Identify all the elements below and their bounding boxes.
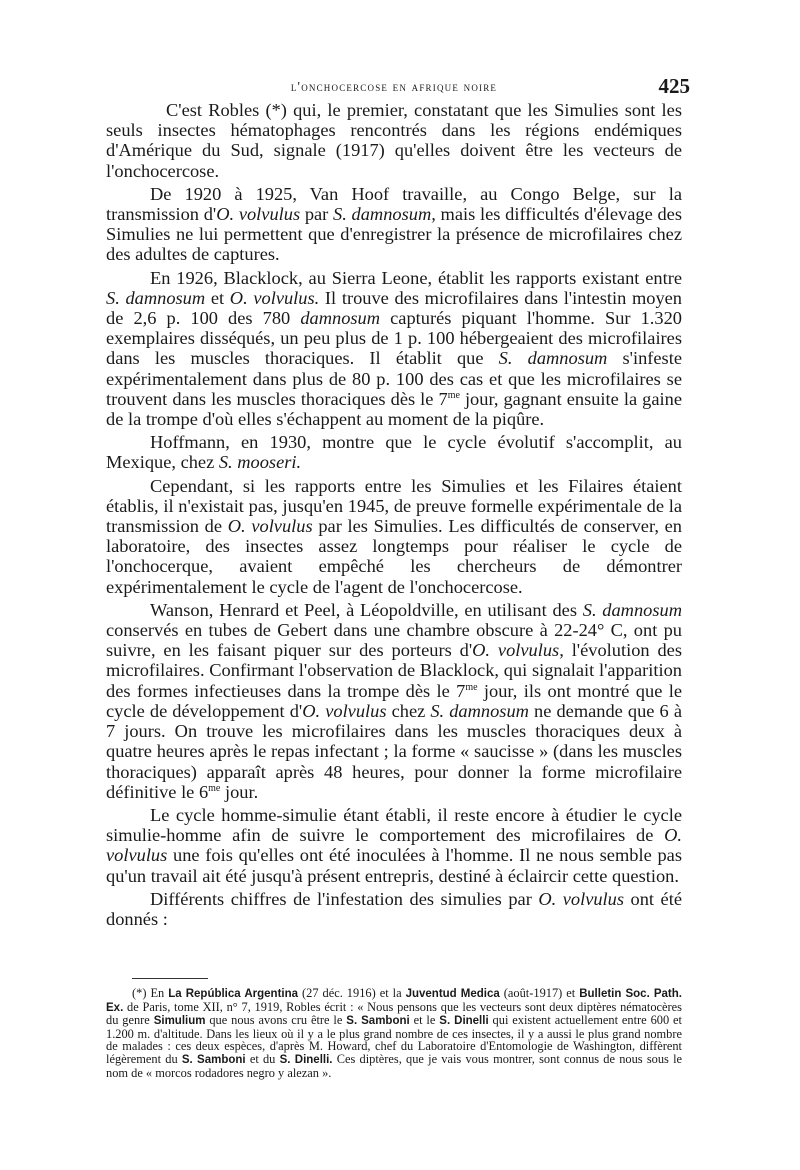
text-run: que nous avons cru être le bbox=[205, 1013, 347, 1028]
footnote-rule bbox=[132, 978, 208, 979]
text-run: De 1920 à 1925, Van Hoof travaille, au Congo Belge, sur la transmission d' bbox=[106, 183, 682, 225]
text-run: une fois qu'elles ont été inoculées à l'homme. Il ne nous semble pas qu'un travail ait été jusqu'à présent entrepris, destiné à éclaircir cette question. bbox=[106, 845, 682, 886]
italic-term: S. damnosum bbox=[498, 348, 608, 369]
bold-term: La República Argentina bbox=[168, 988, 299, 1000]
page-number: 425 bbox=[658, 74, 690, 98]
italic-term: O. volvulus. bbox=[229, 287, 320, 308]
italic-term: S. mooseri. bbox=[218, 452, 302, 473]
bold-term: Juventud Medica bbox=[405, 988, 500, 1000]
text-run: mais les difficultés d'élevage des Simulies ne lui permettent que d'enregistrer la présence de microfilaires chez des adultes de captures. bbox=[106, 204, 682, 265]
text-run: (27 déc. 1916) et la bbox=[298, 986, 406, 1000]
text-run: ont été donnés : bbox=[106, 888, 682, 929]
bold-term: S. Dinelli bbox=[439, 1015, 489, 1028]
text-run: et du bbox=[245, 1051, 280, 1066]
bold-term: Bulletin Soc. Path. Ex. bbox=[106, 988, 682, 1014]
bold-term: S. Samboni bbox=[346, 1015, 410, 1028]
footnote-robles bbox=[106, 987, 682, 1079]
ordinal-superscript: me bbox=[465, 681, 478, 693]
paragraph bbox=[106, 432, 682, 472]
text-run: capturés piquant l'homme. Sur 1.320 exemplaires disséqués, un peu plus de 1 p. 100 hébergeaient des microfilaires dans les muscles thoraciques. Il établit que bbox=[106, 308, 682, 369]
italic-term: O. volvulus bbox=[106, 825, 682, 866]
text-run: chez bbox=[386, 700, 431, 721]
text-run: Wanson, Henrard et Peel, à Léopoldville, en utilisant des bbox=[150, 599, 583, 620]
text-run: ne demande que 6 à 7 jours. On trouve les microfilaires dans les muscles thoraciques deux à quatre heures après le repas infectant ; la forme « saucisse » (dans les muscles thoraciques) apparaît après 48 heures, pour donner la forme microfilaire définitive le 6 bbox=[106, 700, 682, 802]
text-run: Différents chiffres de l'infestation des simulies par bbox=[150, 888, 539, 909]
text-run: Ces diptères, que je vais vous montrer, sont connus de nous sous le nom de « morcos rodadores negro y alezan ». bbox=[106, 1051, 683, 1080]
text-run: par les Simulies. Les difficultés de conserver, en laboratoire, des insectes assez longtemps pour réaliser le cycle de l'onchocerque, avaient empêché les chercheurs de démontrer expérimentalement le cycle de l'agent de l'onchocercose. bbox=[106, 516, 682, 597]
italic-term: O. volvulus, bbox=[472, 640, 564, 661]
footnotes bbox=[106, 978, 682, 1079]
bold-term: S. Dinelli. bbox=[279, 1053, 333, 1066]
text-run: et bbox=[205, 287, 230, 308]
italic-term: S. damnosum, bbox=[333, 204, 436, 225]
paragraph bbox=[106, 476, 682, 597]
paragraph bbox=[106, 600, 682, 802]
bold-term: Simulium bbox=[153, 1015, 206, 1028]
italic-term: O. volvulus bbox=[538, 888, 625, 909]
text-run: jour, gagnant ensuite la gaine de la trompe d'où elles s'échappent au moment de la piqûre. bbox=[106, 388, 682, 430]
paragraph bbox=[106, 184, 682, 265]
paragraph bbox=[106, 268, 682, 430]
text-run: jour, ils ont montré que le cycle de développement d' bbox=[106, 680, 682, 721]
text-run: conservés en tubes de Gebert dans une chambre obscure à 22-24° C, ont pu suivre, en les faisant piquer sur des porteurs d' bbox=[106, 620, 682, 661]
text-run: et le bbox=[409, 1013, 440, 1028]
text-run: par bbox=[300, 204, 334, 225]
ordinal-superscript: me bbox=[208, 782, 221, 794]
italic-term: S. damnosum bbox=[106, 287, 206, 308]
text-run: s'infeste expérimentalement dans plus de 80 p. 100 des cas et que les microfilaires se trouvent dans les muscles thoraciques dès le 7 bbox=[106, 348, 682, 409]
running-title: l'onchocercose en afrique noire bbox=[290, 79, 498, 94]
text-run: de Paris, tome XII, n° 7, 1919, Robles écrit : « Nous pensons que les vecteurs sont deux diptères nématocères du genre bbox=[106, 999, 682, 1028]
ordinal-superscript: me bbox=[447, 389, 460, 401]
text-run: jour. bbox=[220, 781, 259, 802]
italic-term: O. volvulus bbox=[216, 204, 301, 225]
text-run: l'évolution des microfilaires. Confirmant l'observation de Blacklock, qui signalait l'apparition des formes infectieuses dans la trompe dès le 7 bbox=[106, 640, 682, 701]
italic-term: damnosum bbox=[300, 308, 381, 329]
bold-term: S. Samboni bbox=[181, 1053, 246, 1066]
italic-term: S. damnosum bbox=[582, 599, 682, 620]
text-run: Il trouve des microfilaires dans l'intestin moyen de 2,6 p. 100 des 780 bbox=[106, 287, 682, 329]
body-text bbox=[106, 100, 682, 932]
page-header bbox=[106, 74, 690, 100]
text-run: Le cycle homme-simulie étant établi, il reste encore à étudier le cycle simulie-homme afin de suivre le comportement des microfilaires de bbox=[106, 804, 682, 846]
text-run: En 1926, Blacklock, au Sierra Leone, établit les rapports existant entre bbox=[150, 267, 682, 288]
italic-term: S. damnosum bbox=[430, 700, 529, 721]
text-run: Cependant, si les rapports entre les Simulies et les Filaires étaient établis, il n'existait pas, jusqu'en 1945, de preuve formelle expérimentale de la transmission de bbox=[106, 475, 682, 537]
italic-term: O. volvulus bbox=[302, 700, 387, 721]
italic-term: O. volvulus bbox=[227, 516, 313, 537]
paragraph bbox=[106, 100, 682, 181]
text-run: qui existent actuellement entre 600 et 1.200 m. d'altitude. Dans les lieux où il y a le plus grand nombre de ces insectes, il y a aussi le plus grand nombre de malades : ces deux espèces, d'après M. Howard, chef du Laboratoire d'Entomologie de Washington, diffèrent légèrement du bbox=[106, 1013, 682, 1066]
text-run: (*) En bbox=[132, 986, 169, 1000]
text-run: (août-1917) et bbox=[499, 986, 580, 1000]
paragraph bbox=[106, 805, 682, 886]
text-run: C'est Robles (*) qui, le premier, constatant que les Simulies sont les seuls insectes hématophages rencontrés dans les régions endémiques d'Amérique du Sud, signale (1917) qu'elles doivent être les vecteurs de l'onchocercose. bbox=[106, 100, 682, 181]
text-run: Hoffmann, en 1930, montre que le cycle évolutif s'accomplit, au Mexique, chez bbox=[106, 432, 682, 473]
paragraph bbox=[106, 889, 682, 929]
